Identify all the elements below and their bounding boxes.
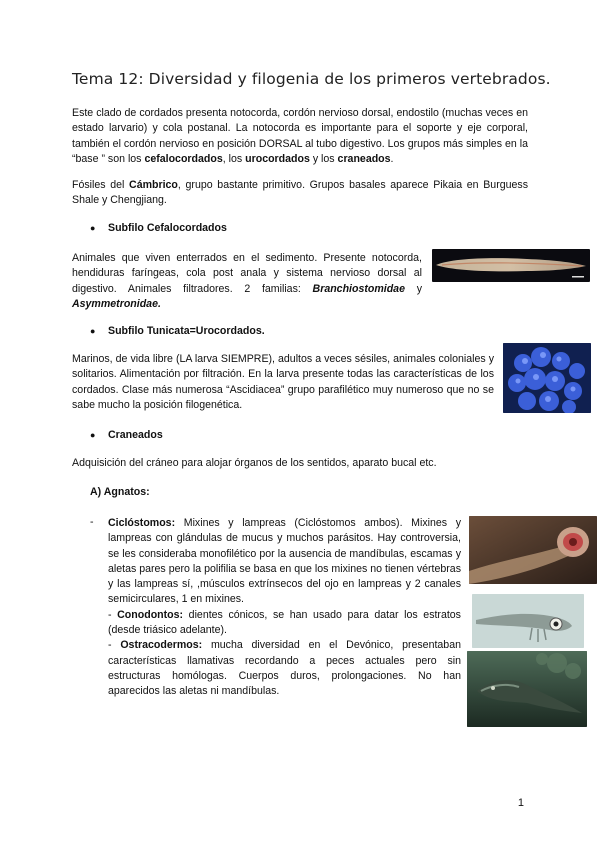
heading-text: Subfilo Tunicata=Urocordados. (108, 325, 265, 337)
intro-term-craneados: craneados (337, 152, 391, 165)
dash-prefix: - (108, 608, 118, 621)
cefalocordados-paragraph (72, 251, 422, 312)
ciclostomos-text: Mixines y lampreas (Ciclóstomos ambos). Mixines y lampreas con glándulas de mucus y muchos parásitos. Hay controversia, se les consideraba monofilético por la ausencia de mandíbulas, escamas y aletas pares pero la polifilia se basa en que los mixines no tienen vértebras y las lampreas sí, ,músculos extrínsecos del ojo en lampreas y 2 canales semicirculares, 1 en mixines. (108, 517, 461, 606)
ciclostomos-paragraph (108, 516, 461, 608)
heading-text: Subfilo Cefalocordados (108, 222, 227, 234)
ostracodermos-paragraph (108, 638, 461, 699)
ostracoderm-image (467, 651, 587, 727)
intro-text: . (390, 152, 394, 165)
intro-text: Este clado de cordados presenta notocorda, cordón nervioso dorsal, endostilo (muchas veces en estado larvario) y cola postanal. La notocorda es importante para el soporte y eje corporal, también el cordón nervioso en posición DORSAL al tubo digestivo. Los grupos más simples en la “base ” son los (72, 107, 528, 165)
page-number: 1 (517, 797, 524, 809)
heading-tunicata (90, 325, 265, 337)
intro-term-cefalocordados: cefalocordados (144, 152, 223, 165)
conodont-image (472, 594, 584, 648)
conodontos-text: dientes cónicos, se han usado para datar los estratos (desde triásico adelante). (108, 608, 461, 637)
conodontos-paragraph (108, 608, 461, 639)
amphioxus-image (432, 249, 590, 282)
bullet-icon: ● (90, 430, 96, 440)
cefalo-text: Animales que viven enterrados en el sedimento. Presente notocorda, hendiduras faríngeas, cola post anala y sistema nervioso dorsal al digestivo. Animales filtradores. 2 familias: (72, 252, 422, 295)
term-ciclostomos: Ciclóstomos: (108, 517, 176, 529)
intro-paragraph (72, 106, 528, 167)
agnatos-list-item (108, 516, 461, 700)
fossils-text: Fósiles del (72, 179, 130, 191)
dash-prefix: - (108, 639, 121, 652)
fossils-term-cambrico: Cámbrico (129, 179, 178, 191)
ostracodermos-text: mucha diversidad en el Devónico, presentaban características llamativas recordando a peces actuales pero sin estructuras homólogas. Cuerpos duros, prolongaciones. No han aparecidos las aletas ni mandíbulas. (108, 639, 461, 698)
ascidian-image (503, 343, 591, 413)
intro-text: , los (222, 152, 246, 165)
term-ostracodermos: Ostracodermos: (120, 639, 203, 652)
term-conodontos: Conodontos: (117, 608, 184, 621)
list-dash: - (90, 516, 94, 528)
fossils-paragraph (72, 178, 528, 209)
fossils-text: , grupo bastante primitivo. Grupos basales aparece Pikaia en Burguess Shale y Chengjiang. (72, 179, 528, 207)
intro-text: y los (309, 152, 338, 165)
page-title: Tema 12: Diversidad y filogenia de los primeros vertebrados. (72, 70, 551, 88)
heading-cefalocordados (90, 222, 227, 234)
heading-text: Craneados (108, 429, 163, 441)
bullet-icon: ● (90, 223, 96, 233)
heading-craneados (90, 429, 163, 441)
intro-term-urocordados: urocordados (245, 152, 310, 165)
cefalo-text: y (404, 282, 422, 295)
bullet-icon: ● (90, 326, 96, 336)
lamprey-image (469, 516, 597, 584)
family-branchiostomidae: Branchiostomidae (312, 282, 405, 295)
tunicata-paragraph: Marinos, de vida libre (LA larva SIEMPRE), adultos a veces sésiles, animales coloniales y solitarios. Alimentación por filtración. En la larva presente todas las características de los cordados. Clase más numerosa “Ascidiacea” grupo parafilético muy numeroso que no se sabe mucho la posición filogenética. (72, 353, 494, 411)
family-asymmetronidae: Asymmetronidae. (72, 297, 161, 310)
heading-agnatos: A) Agnatos: (90, 486, 150, 498)
craneados-paragraph: Adquisición del cráneo para alojar órganos de los sentidos, aparato bucal etc. (72, 457, 437, 469)
